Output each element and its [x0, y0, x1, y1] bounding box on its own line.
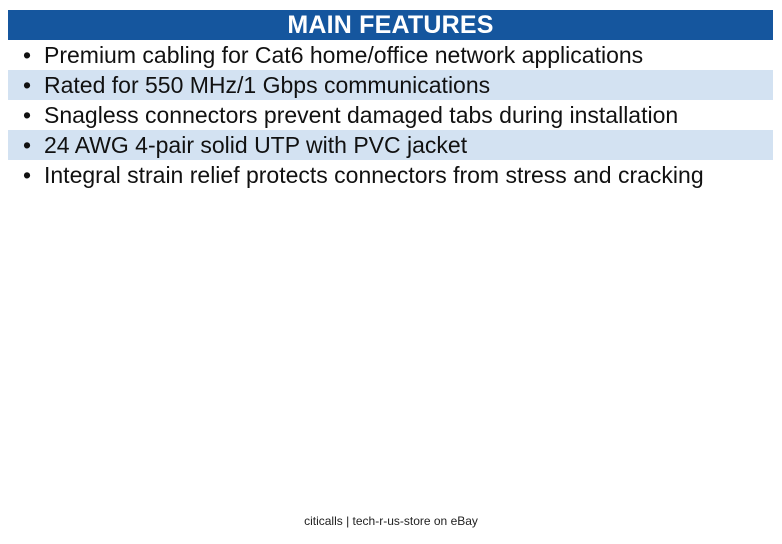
feature-text: Integral strain relief protects connectors from stress and cracking	[44, 162, 704, 188]
bullet-icon: •	[22, 42, 32, 68]
bullet-icon: •	[22, 132, 32, 158]
feature-text: Snagless connectors prevent damaged tabs during installation	[44, 102, 679, 128]
feature-row	[8, 70, 773, 100]
feature-row	[8, 100, 773, 130]
features-table	[8, 10, 773, 190]
bullet-icon: •	[22, 162, 32, 188]
feature-row	[8, 40, 773, 70]
store-attribution-footer: citicalls | tech-r-us-store on eBay	[304, 514, 478, 528]
main-features-header: MAIN FEATURES	[8, 10, 773, 40]
feature-text: Premium cabling for Cat6 home/office network applications	[44, 42, 644, 68]
bullet-icon: •	[22, 102, 32, 128]
feature-row	[8, 160, 773, 190]
feature-row	[8, 130, 773, 160]
feature-text: 24 AWG 4-pair solid UTP with PVC jacket	[44, 132, 468, 158]
feature-text: Rated for 550 MHz/1 Gbps communications	[44, 72, 491, 98]
bullet-icon: •	[22, 72, 32, 98]
